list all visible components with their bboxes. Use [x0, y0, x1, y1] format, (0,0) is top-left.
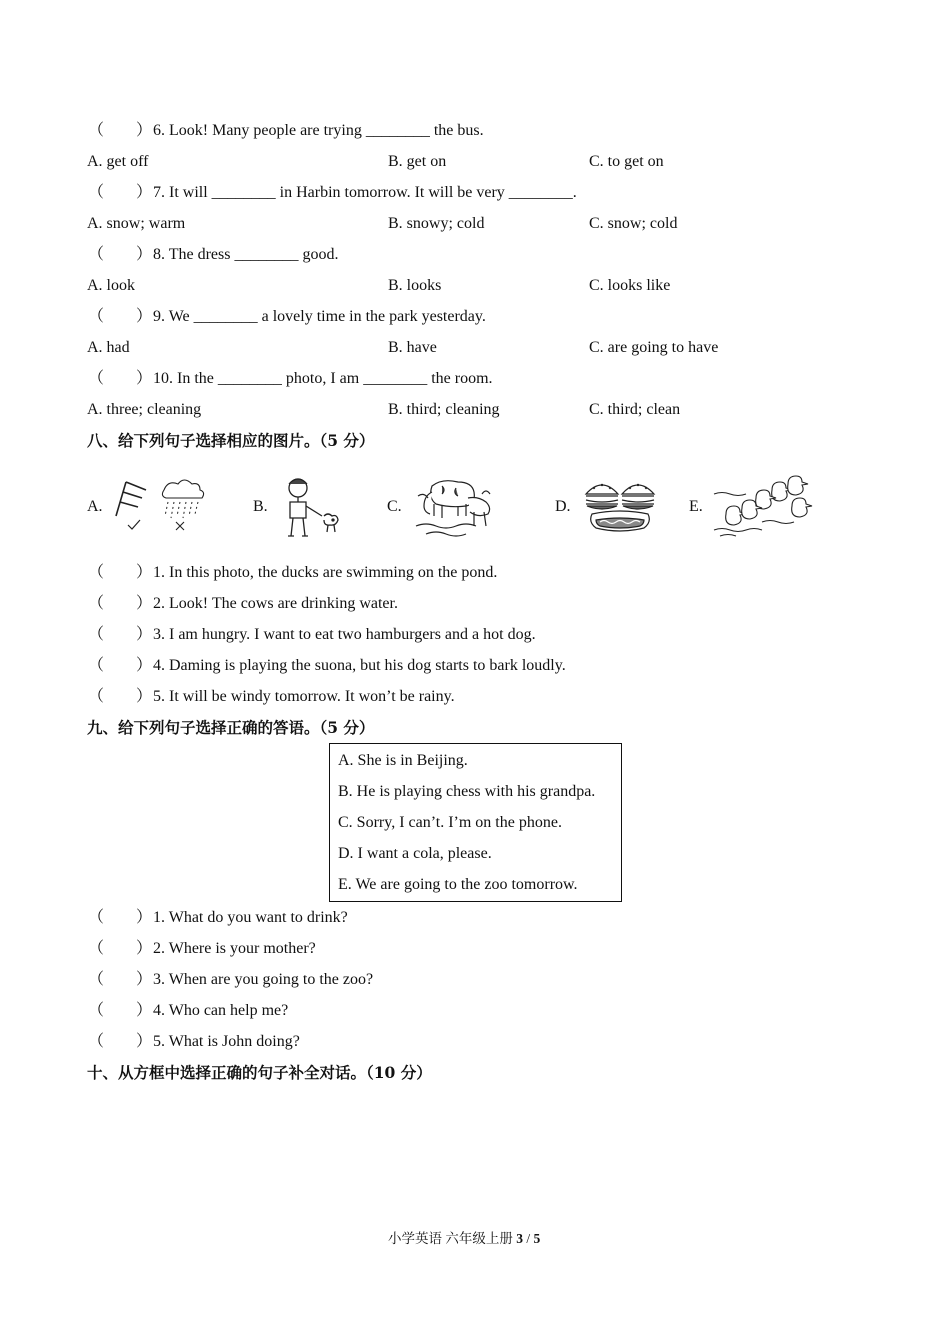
question-text: 9. We ________ a lovely time in the park yesterday.: [153, 308, 486, 325]
item-text: 5. What is John doing?: [153, 1033, 300, 1050]
answer-paren[interactable]: （ ）: [88, 909, 153, 926]
option-e: E. We are going to the zoo tomorrow.: [338, 876, 578, 893]
answer-paren[interactable]: （ ）: [88, 246, 153, 263]
answer-paren[interactable]: （ ）: [88, 370, 153, 387]
option-a: A. She is in Beijing.: [338, 752, 468, 769]
option-c: C. snow; cold: [589, 215, 678, 232]
section9-heading: 九、给下列句子选择正确的答语。（5 分）: [87, 718, 375, 737]
picture-label-a: A.: [87, 498, 103, 515]
option-c: C. are going to have: [589, 339, 719, 356]
option-a: A. snow; warm: [87, 215, 186, 232]
question-text: 6. Look! Many people are trying ________ the bus.: [153, 122, 484, 139]
cows-drinking-icon: [412, 472, 504, 540]
item-text: 2. Where is your mother?: [153, 940, 316, 957]
answer-paren[interactable]: （ ）: [88, 122, 153, 139]
wind-rain-icon: [110, 476, 210, 534]
option-a: A. three; cleaning: [87, 401, 202, 418]
item-text: 1. What do you want to drink?: [153, 909, 348, 926]
answer-paren[interactable]: （ ）: [88, 595, 153, 612]
picture-label-b: B.: [253, 498, 268, 515]
option-c: C. third; clean: [589, 401, 681, 418]
item-text: 3. I am hungry. I want to eat two hamburgers and a hot dog.: [153, 626, 536, 643]
item-text: 4. Who can help me?: [153, 1002, 289, 1019]
option-a: A. look: [87, 277, 135, 294]
answer-paren[interactable]: （ ）: [88, 1033, 153, 1050]
footer-page-number: 3: [516, 1231, 523, 1246]
picture-label-c: C.: [387, 498, 402, 515]
question-text: 7. It will ________ in Harbin tomorrow. It will be very ________.: [153, 184, 577, 201]
footer-separator: /: [526, 1231, 531, 1246]
option-b: B. looks: [388, 277, 442, 294]
answer-paren[interactable]: （ ）: [88, 688, 153, 705]
boy-with-dog-icon: [278, 474, 348, 542]
option-b: B. get on: [388, 153, 447, 170]
section8-heading: 八、给下列句子选择相应的图片。（5 分）: [87, 431, 375, 450]
ducks-swimming-icon: [712, 474, 814, 540]
answer-paren[interactable]: （ ）: [88, 1002, 153, 1019]
hamburgers-hotdog-icon: [580, 474, 664, 538]
item-text: 4. Daming is playing the suona, but his dog starts to bark loudly.: [153, 657, 566, 674]
option-a: A. get off: [87, 153, 149, 170]
answer-paren[interactable]: （ ）: [88, 564, 153, 581]
option-b: B. snowy; cold: [388, 215, 485, 232]
option-c: C. to get on: [589, 153, 664, 170]
option-d: D. I want a cola, please.: [338, 845, 492, 862]
option-b: B. He is playing chess with his grandpa.: [338, 783, 596, 800]
footer-page-total: 5: [533, 1231, 541, 1246]
picture-label-d: D.: [555, 498, 571, 515]
answer-paren[interactable]: （ ）: [88, 184, 153, 201]
option-b: B. have: [388, 339, 437, 356]
option-a: A. had: [87, 339, 130, 356]
item-text: 5. It will be windy tomorrow. It won’t be rainy.: [153, 688, 455, 705]
option-c: C. looks like: [589, 277, 671, 294]
answer-paren[interactable]: （ ）: [88, 657, 153, 674]
item-text: 3. When are you going to the zoo?: [153, 971, 374, 988]
option-c: C. Sorry, I can’t. I’m on the phone.: [338, 814, 562, 831]
picture-label-e: E.: [689, 498, 703, 515]
question-text: 8. The dress ________ good.: [153, 246, 339, 263]
section10-heading: 十、从方框中选择正确的句子补全对话。（10 分）: [87, 1063, 432, 1082]
item-text: 2. Look! The cows are drinking water.: [153, 595, 398, 612]
page-footer: [388, 1229, 540, 1249]
answer-paren[interactable]: （ ）: [88, 308, 153, 325]
footer-subject: 小学英语 六年级上册: [388, 1231, 513, 1246]
answer-paren[interactable]: （ ）: [88, 626, 153, 643]
option-b: B. third; cleaning: [388, 401, 500, 418]
answer-paren[interactable]: （ ）: [88, 940, 153, 957]
item-text: 1. In this photo, the ducks are swimming on the pond.: [153, 564, 498, 581]
answer-paren[interactable]: （ ）: [88, 971, 153, 988]
question-text: 10. In the ________ photo, I am ________ the room.: [153, 370, 493, 387]
